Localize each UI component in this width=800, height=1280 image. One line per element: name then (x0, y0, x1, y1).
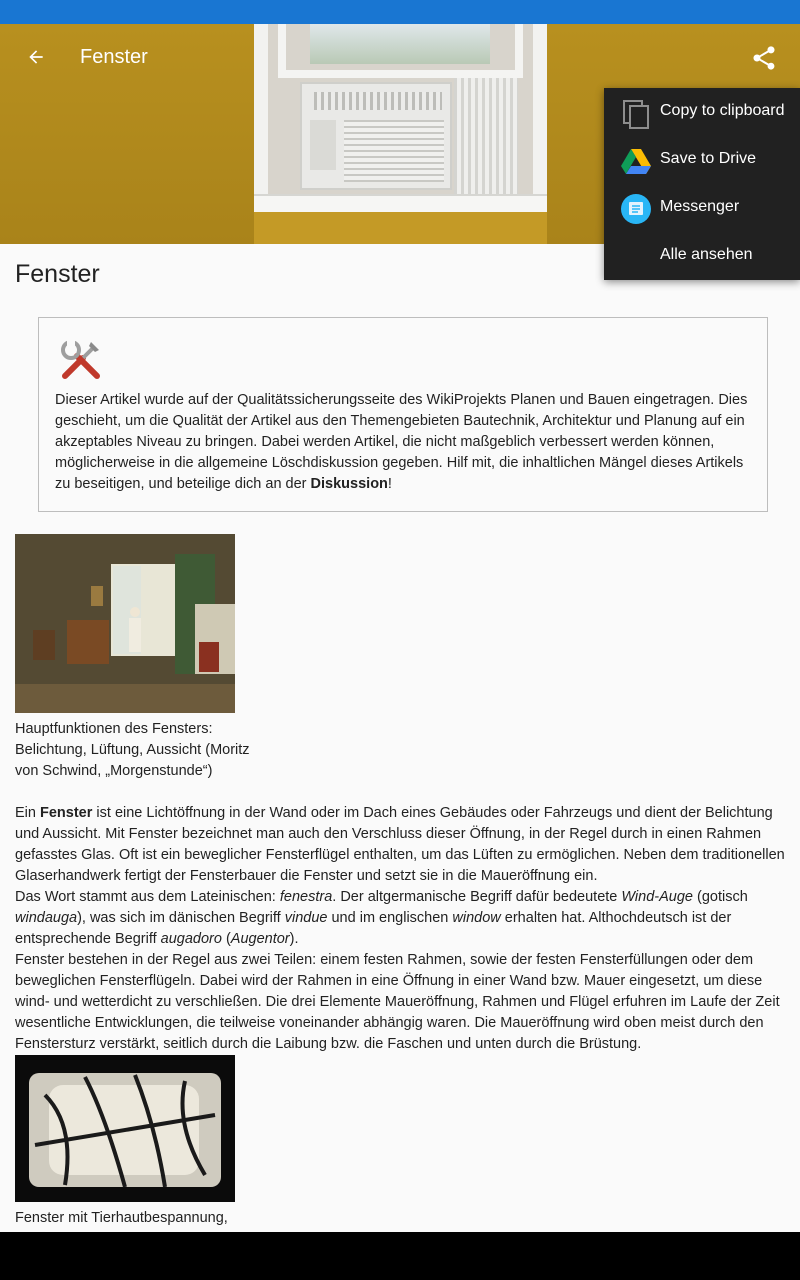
menu-item-see-all[interactable]: Alle ansehen (660, 246, 753, 263)
quality-notice-box (38, 317, 768, 512)
menu-item-copy-to-clipboard[interactable]: Copy to clipboard (604, 88, 800, 136)
share-menu (604, 88, 800, 280)
figure-caption-2: Fenster mit Tierhautbespannung, (15, 1210, 228, 1226)
paragraph-2: Das Wort stammt aus dem Lateinischen: fenestra. Der altgermanische Begriff dafür bedeutete Wind-Auge (gotisch windauga), was sich im dänischen Begriff vindue und im englischen window erhalten hat. Althochdeutsch ist der entsprechende Begriff augadoro (Augentor). (15, 889, 748, 947)
share-button[interactable] (746, 40, 782, 76)
menu-item-messenger[interactable]: Messenger (604, 184, 800, 232)
back-button[interactable] (14, 42, 58, 72)
arrow-left-icon (26, 47, 46, 67)
navigation-bar (0, 1232, 800, 1280)
header-image (254, 24, 547, 244)
tools-icon (57, 336, 105, 384)
animal-skin-window-image[interactable] (15, 1055, 235, 1202)
notice-text: Dieser Artikel wurde auf der Qualitätssicherungsseite des WikiProjekts Planen und Bauen eingetragen. Dies geschieht, um die Qualität der Artikel aus den Themengebieten Bautechnik, Architektur und Planung auf ein akzeptables Niveau zu bringen. Dabei werden Artikel, die nicht maßgeblich verbessert werden können, möglicherweise in die allgemeine Löschdiskussion gegeben. Hilf mit, die inhaltlichen Mängel dieses Artikels zu beseitigen, und beteilige dich an der Diskussion! (55, 392, 748, 492)
google-drive-icon (620, 145, 652, 177)
messenger-icon (620, 193, 652, 225)
paragraph-1: Ein Fenster ist eine Lichtöffnung in der Wand oder im Dach eines Gebäudes oder Fahrzeugs und dient der Belichtung und Aussicht. Mit Fenster bezeichnet man auch den Verschluss dieser Öffnung, in der Regel durch in einen Rahmen gefasstes Glas. Oft ist ein beweglicher Fensterflügel enthalten, um das Lüften zu ermöglichen. Neben dem traditionellen Glaserhandwerk fertigt der Fensterbauer die Fenster und setzt sie in die Maueröffnung ein. (15, 805, 785, 884)
morning-painting-image[interactable] (15, 534, 235, 713)
figure-caption-1: Hauptfunktionen des Fensters: Belichtung, Lüftung, Aussicht (Moritz von Schwind, „Morgenstunde“) (15, 721, 250, 779)
menu-item-save-to-drive[interactable]: Save to Drive (604, 136, 800, 184)
app-bar-title: Fenster (80, 46, 148, 68)
copy-icon (620, 97, 652, 129)
discussion-link[interactable]: Diskussion (310, 476, 388, 492)
share-icon (750, 44, 778, 72)
article-body (15, 803, 793, 1055)
article-title: Fenster (15, 260, 100, 288)
paragraph-3: Fenster bestehen in der Regel aus zwei Teilen: einem festen Rahmen, sowie der festen Fensterfüllungen oder dem beweglichen Fensterflügeln. Dabei wird der Rahmen in eine Öffnung in einer Wand bzw. Mauer eingesetzt, um diese wind- und wetterdicht zu verschließen. Die drei Elemente Maueröffnung, Rahmen und Flügel erfuhren im Laufe der Zeit wesentliche Entwicklungen, die teilweise voneinander abhängig waren. Die Maueröffnung wird oben meist durch den Fenstersturz verstärkt, seitlich durch die Laibung bzw. die Faschen und unten durch die Brüstung. (15, 952, 780, 1052)
status-bar (0, 0, 800, 24)
